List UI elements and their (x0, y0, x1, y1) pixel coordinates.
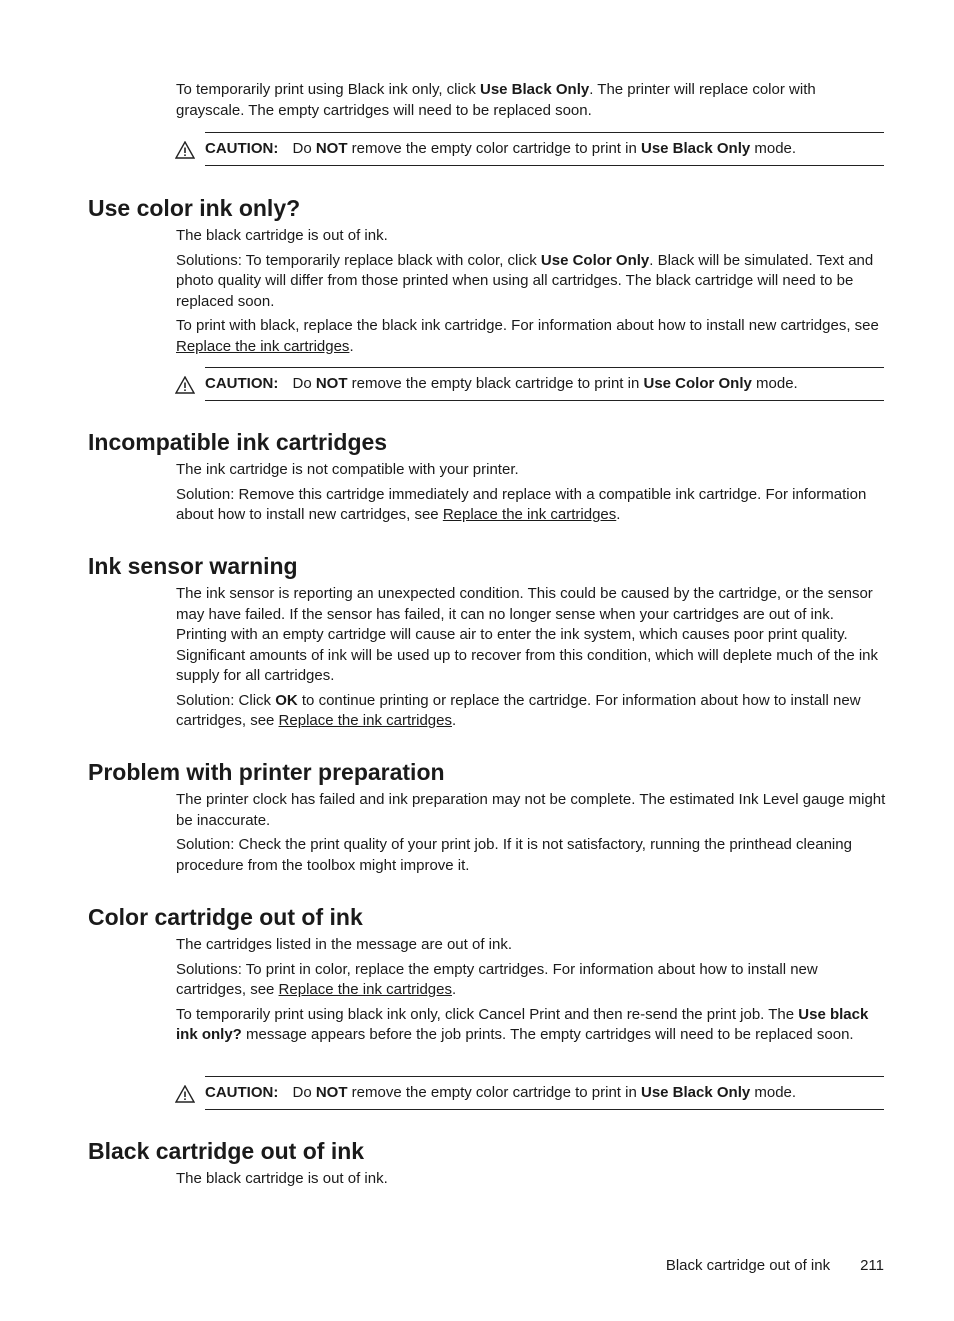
paragraph: Solution: Check the print quality of your print job. If it is not satisfactory, running the printhead cleaning procedure from the toolbox might improve it. (176, 836, 852, 874)
replace-cartridges-link[interactable]: Replace the ink cartridges (278, 981, 452, 998)
replace-cartridges-link[interactable]: Replace the ink cartridges (442, 506, 617, 523)
section-sensor (0, 552, 888, 736)
section-title: Color cartridge out of ink (88, 904, 363, 930)
section-title: Problem with printer preparation (88, 759, 445, 785)
page-number: 211 (860, 1257, 884, 1274)
page-footer (0, 1256, 884, 1276)
paragraph: To temporarily print using black ink only, click Cancel Print and then re-send the print job. The Use black ink only? message appears before the job prints. The empty cartridges will need to be replaced soon. (176, 1005, 869, 1043)
caution-box-1: CAUTION: Do NOT remove the empty color cartridge to print in Use Black Only mode. (205, 132, 884, 166)
section-black-out (0, 1137, 888, 1194)
paragraph: The ink sensor is reporting an unexpected condition. This could be caused by the cartridge, or the sensor may have failed. If the sensor has failed, it can no longer sense when your cartridges are out of ink. Printing with an empty cartridge will cause air to enter the ink system, which causes poor print quality. Significant amounts of ink will be used up to recover from this condition, which will deplete much of the ink supply for all cartridges. (176, 585, 879, 684)
caution-label: CAUTION: (205, 1084, 279, 1101)
section-title: Incompatible ink cartridges (88, 429, 388, 455)
footer-section-title: Black cartridge out of ink (665, 1257, 831, 1274)
paragraph: The black cartridge is out of ink. (176, 1170, 388, 1187)
intro-paragraph: To temporarily print using Black ink only, click Use Black Only. The printer will replace color with grayscale. The empty cartridges will need to be replaced soon. (176, 81, 816, 119)
paragraph: Solutions: To print in color, replace the empty cartridges. For information about how to install new cartridges, see Replace the ink cartridges. (176, 960, 818, 998)
warning-triangle-icon (175, 141, 195, 159)
warning-triangle-icon (175, 1085, 195, 1103)
caution-label: CAUTION: (205, 140, 279, 157)
warning-triangle-icon (175, 376, 195, 394)
paragraph: To print with black, replace the black ink cartridge. For information about how to install new cartridges, see Replace the ink cartridges. (176, 317, 879, 355)
paragraph: Solution: Click OK to continue printing or replace the cartridge. For information about how to install new cartridges, see Replace the ink cartridges. (176, 691, 861, 729)
section-color-out (0, 903, 888, 1050)
caution-box-3: CAUTION: Do NOT remove the empty color cartridge to print in Use Black Only mode. (205, 1076, 884, 1110)
caution-box-2: CAUTION: Do NOT remove the empty black cartridge to print in Use Color Only mode. (205, 367, 884, 401)
section-color-only (0, 194, 888, 361)
section-title: Ink sensor warning (88, 553, 298, 579)
paragraph: The black cartridge is out of ink. (176, 227, 388, 244)
section-incompatible (0, 428, 888, 530)
paragraph: The printer clock has failed and ink preparation may not be complete. The estimated Ink Level gauge might be inaccurate. (176, 791, 886, 829)
replace-cartridges-link[interactable]: Replace the ink cartridges (176, 337, 350, 355)
paragraph: The cartridges listed in the message are out of ink. (176, 936, 513, 953)
paragraph: The ink cartridge is not compatible with your printer. (176, 461, 519, 478)
intro-block (176, 80, 888, 125)
section-preparation (0, 758, 888, 880)
paragraph: Solutions: To temporarily replace black with color, click Use Color Only. Black will be simulated. Text and photo quality will differ from those printed when using all cartridges. The black cartridge will need to be replaced soon. (176, 251, 874, 310)
section-title: Use color ink only? (88, 195, 301, 221)
caution-label: CAUTION: (205, 375, 279, 392)
section-title: Black cartridge out of ink (88, 1138, 365, 1164)
paragraph: Solution: Remove this cartridge immediately and replace with a compatible ink cartridge. For information about how to install new cartridges, see Replace the ink cartridges. (176, 485, 867, 523)
replace-cartridges-link[interactable]: Replace the ink cartridges (278, 712, 452, 729)
